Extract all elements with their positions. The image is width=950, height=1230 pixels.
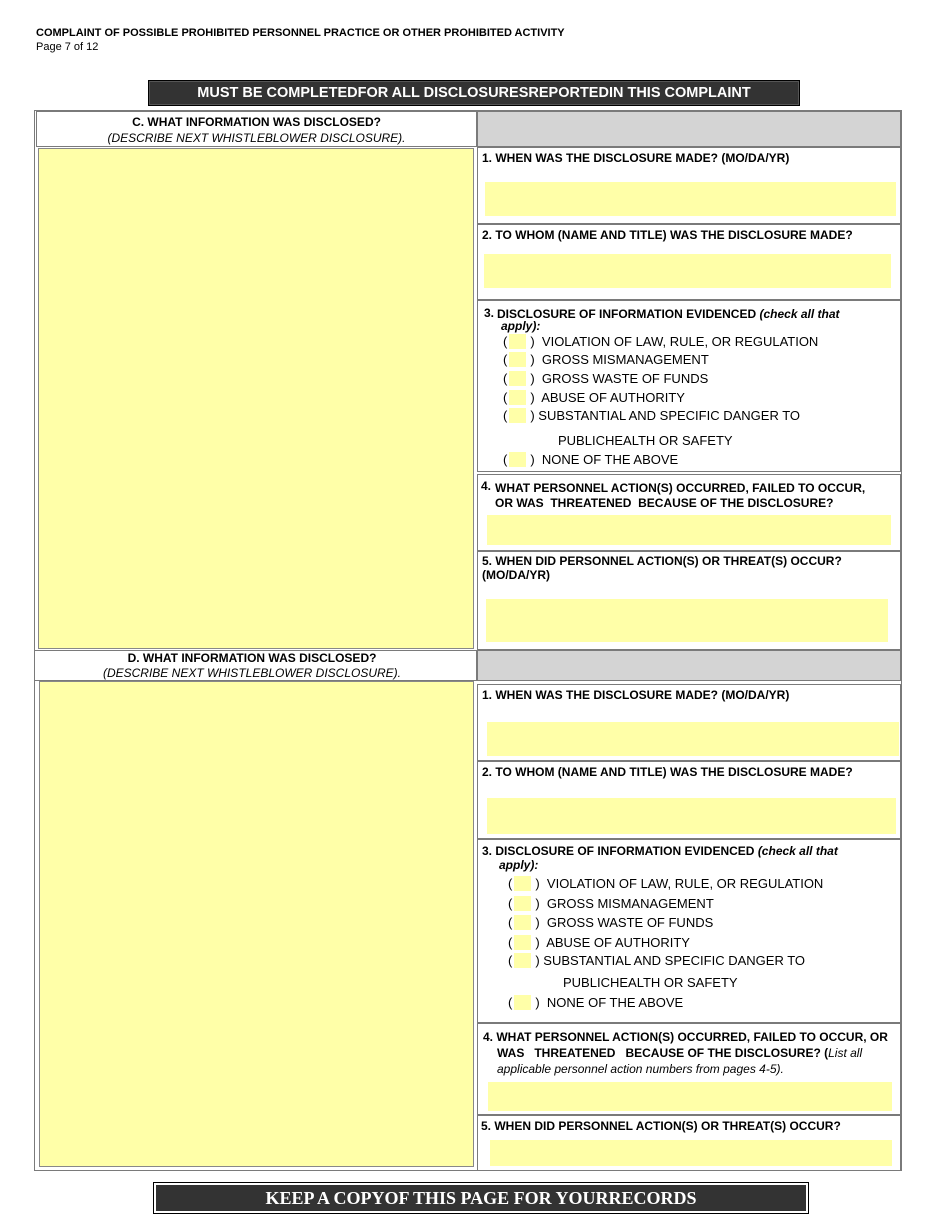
c-checkbox-none[interactable] <box>509 452 526 467</box>
c-option-label: SUBSTANTIAL AND SPECIFIC DANGER TO <box>538 408 801 423</box>
c-option-label: GROSS WASTE OF FUNDS <box>541 371 709 386</box>
c-q3-label-cont <box>501 319 540 333</box>
d-q3-label-cont <box>499 858 538 872</box>
d-q4-label-line2-note: List all <box>828 1046 863 1060</box>
c-checkbox-mismanagement[interactable] <box>509 352 526 367</box>
d-checkbox-danger[interactable] <box>514 953 531 968</box>
c-checkbox-waste[interactable] <box>509 371 526 386</box>
d-q3-label-text: 3. DISCLOSURE OF INFORMATION EVIDENCED <box>482 844 755 858</box>
d-option-violation: ( ) VIOLATION OF LAW, RULE, OR REGULATION <box>508 876 824 891</box>
d-option-label: NONE OF THE ABOVE <box>546 995 684 1010</box>
c-action-date-field[interactable] <box>486 599 888 642</box>
form-title: COMPLAINT OF POSSIBLE PROHIBITED PERSONNEL PRACTICE OR OTHER PROHIBITED ACTIVITY <box>36 27 565 39</box>
d-action-date-field[interactable] <box>490 1140 892 1166</box>
c-option-label: VIOLATION OF LAW, RULE, OR REGULATION <box>541 334 819 349</box>
d-q1-label: 1. WHEN WAS THE DISCLOSURE MADE? (MO/DA/YR) <box>482 688 790 702</box>
section-c-subtitle: (DESCRIBE NEXT WHISTLEBLOWER DISCLOSURE). <box>107 131 406 145</box>
d-q5-label: 5. WHEN DID PERSONNEL ACTION(S) OR THREAT(S) OCCUR? <box>481 1119 841 1133</box>
c-q1-label: 1. WHEN WAS THE DISCLOSURE MADE? (MO/DA/YR) <box>482 151 790 165</box>
c-q5-label-line1: 5. WHEN DID PERSONNEL ACTION(S) OR THREAT(S) OCCUR? <box>482 554 842 568</box>
page-number: Page 7 of 12 <box>36 41 99 53</box>
footer-banner: KEEP A COPYOF THIS PAGE FOR YOURRECORDS <box>153 1182 809 1214</box>
c-q3-label-note-cont: apply): <box>501 319 541 333</box>
d-q4-label-line2-text: WAS THREATENED BECAUSE OF THE DISCLOSURE? ( <box>497 1046 829 1060</box>
d-q4-label-line2 <box>497 1046 862 1060</box>
c-q4-number: 4. <box>481 479 492 493</box>
d-q2-label: 2. TO WHOM (NAME AND TITLE) WAS THE DISCLOSURE MADE? <box>482 765 853 779</box>
d-option-waste: ( ) GROSS WASTE OF FUNDS <box>508 915 714 930</box>
section-d-right-header <box>477 650 901 681</box>
c-checkbox-danger[interactable] <box>509 408 526 423</box>
section-c-right-header <box>477 111 901 147</box>
d-option-mismanagement: ( ) GROSS MISMANAGEMENT <box>508 896 714 911</box>
d-option-label: SUBSTANTIAL AND SPECIFIC DANGER TO <box>543 953 806 968</box>
c-personnel-action-field[interactable] <box>487 515 891 545</box>
d-q4-label-line1: 4. WHAT PERSONNEL ACTION(S) OCCURRED, FAILED TO OCCUR, OR <box>483 1030 888 1044</box>
d-option-label: GROSS MISMANAGEMENT <box>546 896 714 911</box>
d-option-label: GROSS WASTE OF FUNDS <box>546 915 714 930</box>
c-option-abuse: ( ) ABUSE OF AUTHORITY <box>503 390 685 405</box>
c-option-mismanagement: ( ) GROSS MISMANAGEMENT <box>503 352 709 367</box>
d-option-label: ABUSE OF AUTHORITY <box>546 935 690 950</box>
d-q3-label <box>482 844 838 858</box>
d-checkbox-violation[interactable] <box>514 876 531 891</box>
section-d-title: D. WHAT INFORMATION WAS DISCLOSED? <box>127 651 377 665</box>
d-checkbox-abuse[interactable] <box>514 935 531 950</box>
d-option-abuse: ( ) ABUSE OF AUTHORITY <box>508 935 690 950</box>
section-c-description-field[interactable] <box>38 148 474 649</box>
c-q3-number: 3. <box>484 306 495 320</box>
d-checkbox-mismanagement[interactable] <box>514 896 531 911</box>
d-option-danger-cont: PUBLICHEALTH OR SAFETY <box>563 975 738 990</box>
instruction-banner: MUST BE COMPLETEDFOR ALL DISCLOSURESREPORTEDIN THIS COMPLAINT <box>148 80 800 106</box>
c-q2-label: 2. TO WHOM (NAME AND TITLE) WAS THE DISCLOSURE MADE? <box>482 228 853 242</box>
c-disclosure-date-field[interactable] <box>485 182 896 216</box>
d-recipient-field[interactable] <box>487 798 896 834</box>
d-q4-label-line3: applicable personnel action numbers from pages 4-5). <box>497 1062 784 1076</box>
d-option-none: ( ) NONE OF THE ABOVE <box>508 995 684 1010</box>
d-option-label: VIOLATION OF LAW, RULE, OR REGULATION <box>546 876 824 891</box>
c-q3-label-text: DISCLOSURE OF INFORMATION EVIDENCED <box>497 307 757 321</box>
d-checkbox-waste[interactable] <box>514 915 531 930</box>
c-option-danger-cont: PUBLICHEALTH OR SAFETY <box>558 433 733 448</box>
c-option-violation: ( ) VIOLATION OF LAW, RULE, OR REGULATION <box>503 334 819 349</box>
section-d-subtitle: (DESCRIBE NEXT WHISTLEBLOWER DISCLOSURE). <box>102 666 402 680</box>
c-q4-label-line2: OR WAS THREATENED BECAUSE OF THE DISCLOSURE? <box>495 496 834 510</box>
c-q3-label-note: (check all that <box>759 307 840 321</box>
c-option-none: ( ) NONE OF THE ABOVE <box>503 452 679 467</box>
c-checkbox-violation[interactable] <box>509 334 526 349</box>
d-option-danger: ( ) SUBSTANTIAL AND SPECIFIC DANGER TO <box>508 953 806 968</box>
d-disclosure-date-field[interactable] <box>487 722 899 756</box>
c-checkbox-abuse[interactable] <box>509 390 526 405</box>
c-q5-label-line2: (MO/DA/YR) <box>482 568 550 582</box>
d-checkbox-none[interactable] <box>514 995 531 1010</box>
c-q3-label <box>497 307 840 321</box>
c-option-danger: ( ) SUBSTANTIAL AND SPECIFIC DANGER TO <box>503 408 801 423</box>
d-q3-label-note: (check all that <box>757 844 838 858</box>
c-q4-label-line1: WHAT PERSONNEL ACTION(S) OCCURRED, FAILED TO OCCUR, <box>495 481 866 495</box>
c-option-label: ABUSE OF AUTHORITY <box>541 390 685 405</box>
c-option-waste: ( ) GROSS WASTE OF FUNDS <box>503 371 709 386</box>
section-c-title: C. WHAT INFORMATION WAS DISCLOSED? <box>132 115 381 129</box>
c-option-label: GROSS MISMANAGEMENT <box>541 352 709 367</box>
c-recipient-field[interactable] <box>484 254 891 288</box>
d-personnel-action-field[interactable] <box>488 1082 892 1111</box>
d-q3-label-note-cont: apply): <box>499 858 539 872</box>
section-d-description-field[interactable] <box>39 681 474 1167</box>
c-option-label: NONE OF THE ABOVE <box>541 452 679 467</box>
